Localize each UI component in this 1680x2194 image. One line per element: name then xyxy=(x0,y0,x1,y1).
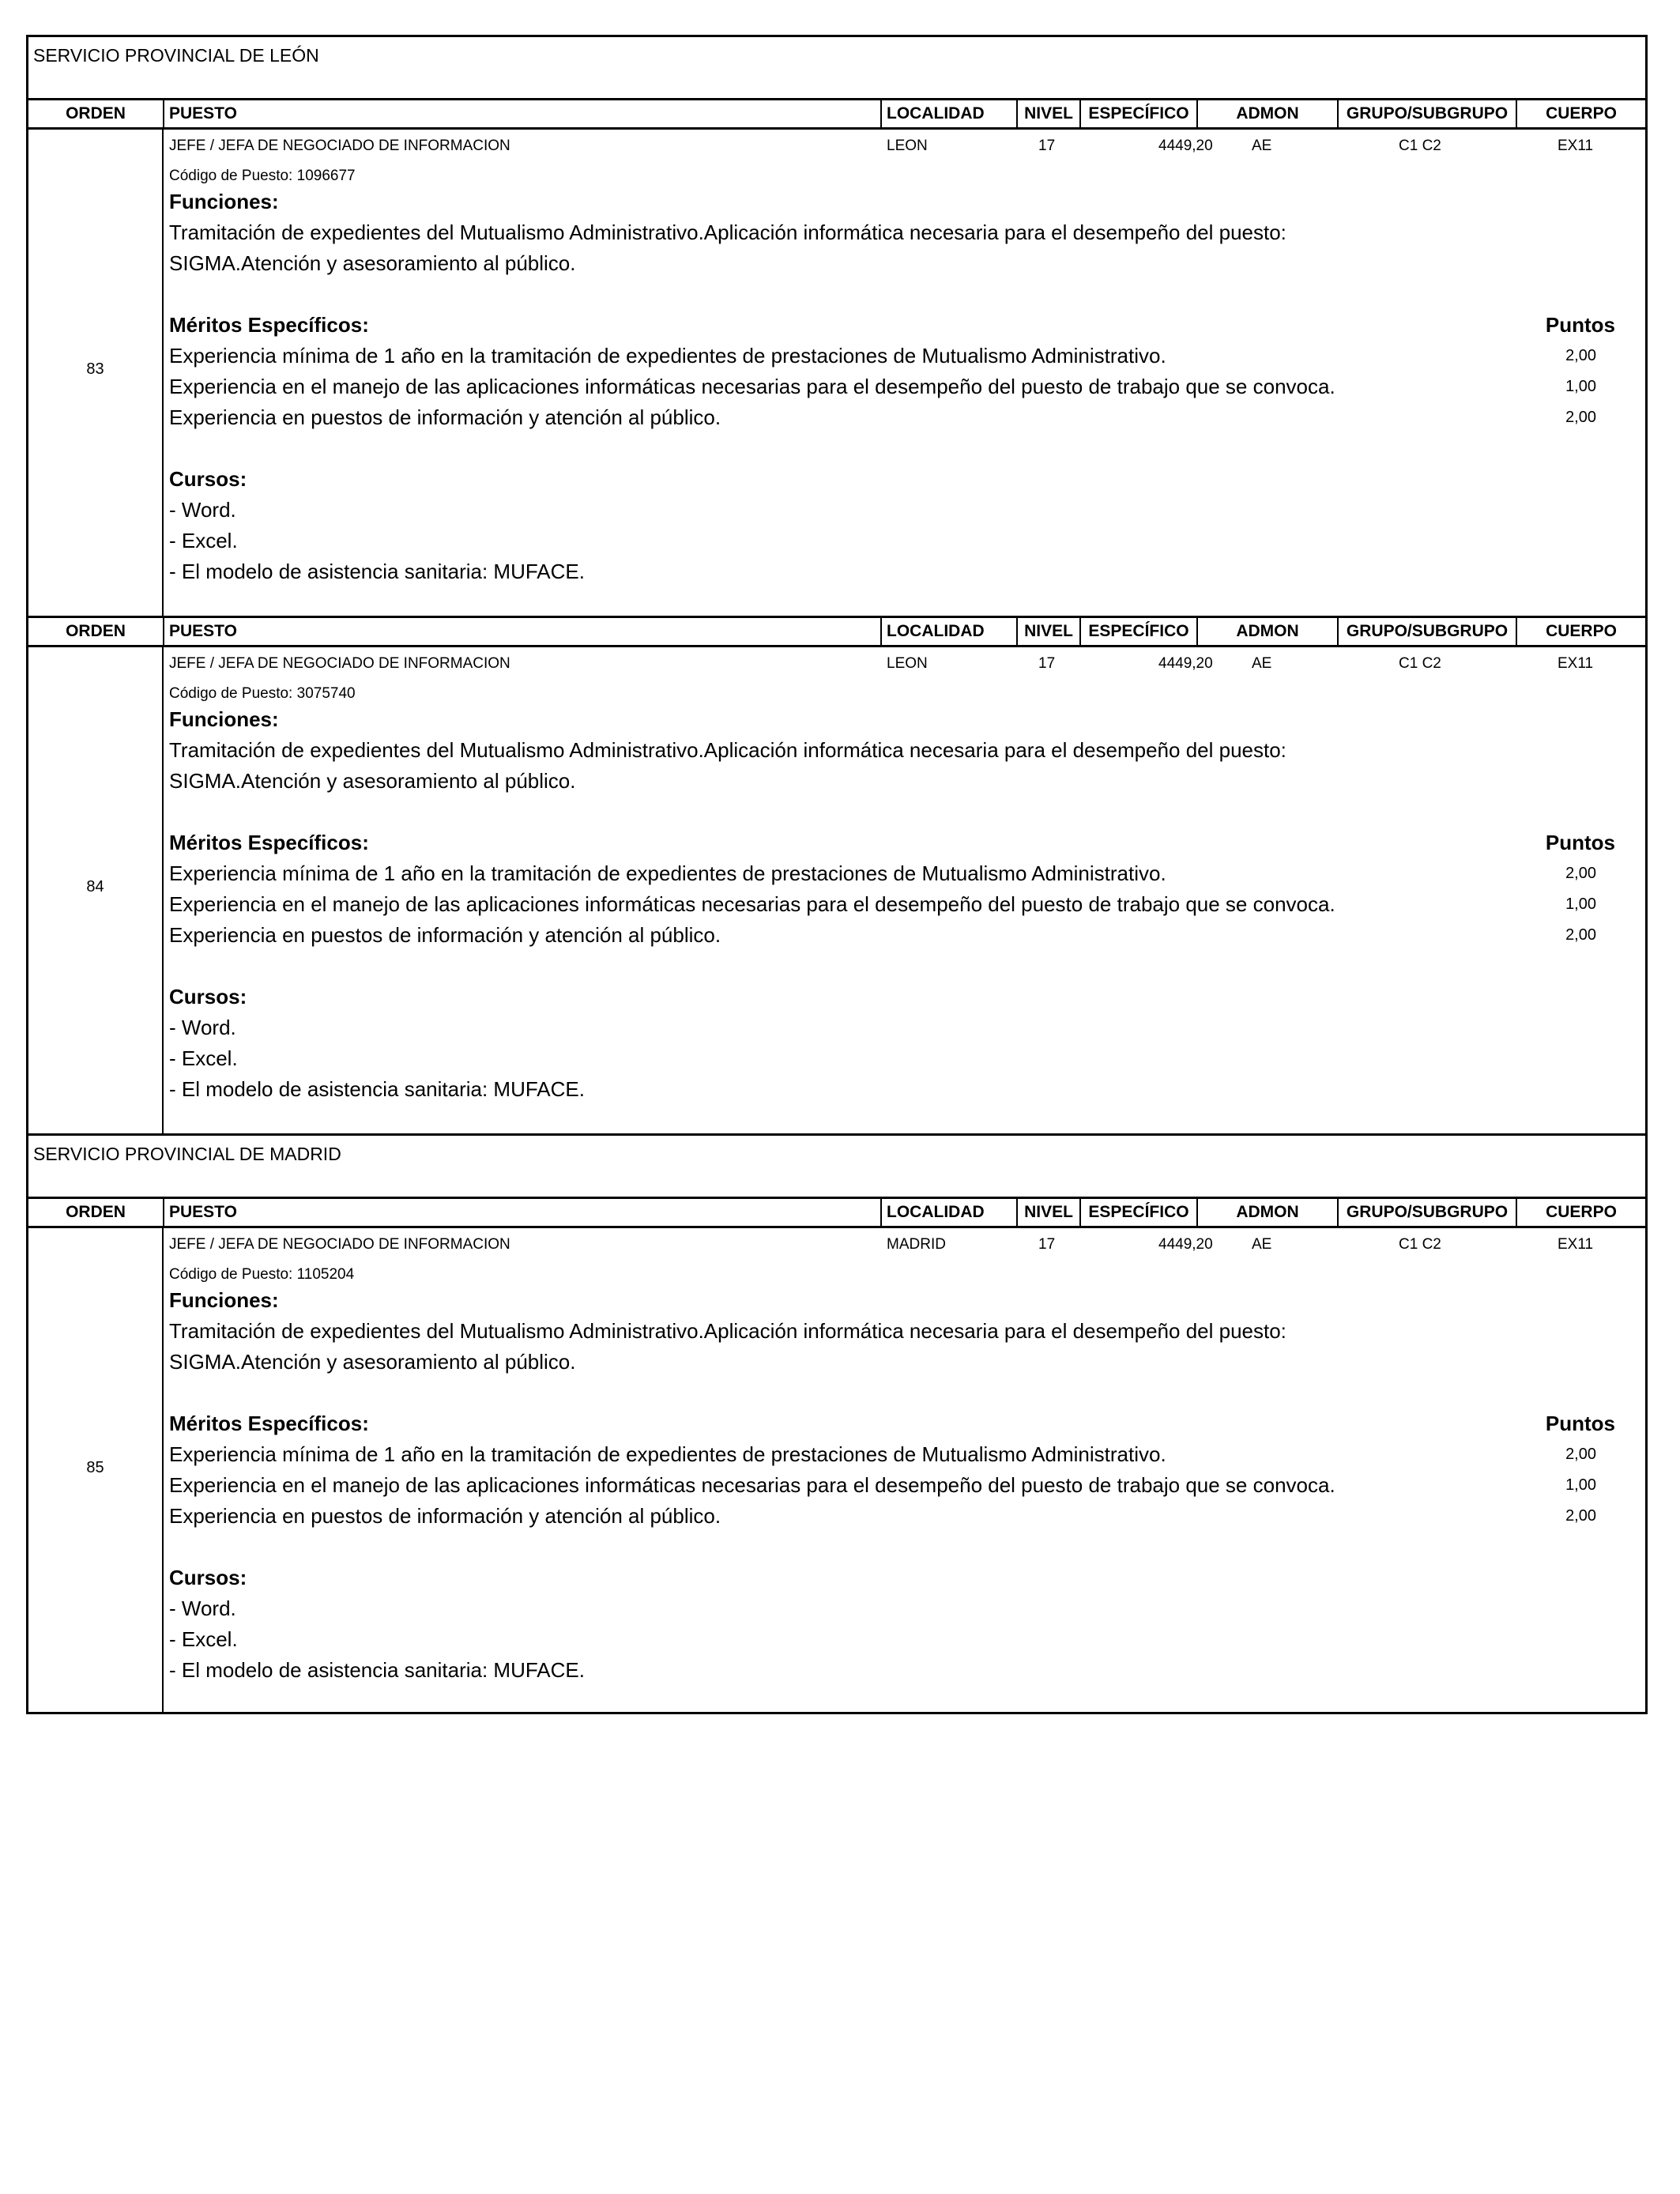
col-grupo: GRUPO/SUBGRUPO xyxy=(1339,100,1517,127)
grupo-value: C1 C2 xyxy=(1399,138,1441,154)
col-puesto: PUESTO xyxy=(164,100,882,127)
codigo-puesto xyxy=(169,168,356,185)
curso-line: - El modelo de asistencia sanitaria: MUFACE. xyxy=(169,1077,585,1101)
col-especifico: ESPECÍFICO xyxy=(1081,1199,1198,1226)
col-localidad: LOCALIDAD xyxy=(882,100,1018,127)
curso-line: - Excel. xyxy=(169,1046,238,1070)
codigo-puesto xyxy=(169,685,356,703)
nivel-value: 17 xyxy=(1038,655,1056,672)
localidad-value: LEON xyxy=(887,138,928,154)
funciones-line: SIGMA.Atención y asesoramiento al público. xyxy=(169,251,576,275)
admon-value: AE xyxy=(1252,655,1272,672)
puesto-name: JEFE / JEFA DE NEGOCIADO DE INFORMACION xyxy=(169,1236,510,1253)
meritos-heading: Méritos Específicos: xyxy=(169,831,369,854)
curso-line: - Word. xyxy=(169,1016,236,1039)
col-orden: ORDEN xyxy=(28,100,164,127)
col-orden: ORDEN xyxy=(28,1199,164,1226)
col-especifico: ESPECÍFICO xyxy=(1081,618,1198,645)
funciones-line: SIGMA.Atención y asesoramiento al público. xyxy=(169,769,576,793)
codigo-label: Código de Puesto: xyxy=(169,1266,293,1283)
col-grupo: GRUPO/SUBGRUPO xyxy=(1339,1199,1517,1226)
col-admon: ADMON xyxy=(1198,100,1339,127)
funciones-line: Tramitación de expedientes del Mutualismo Administrativo.Aplicación informática necesaria para el desempeño del puesto: xyxy=(169,221,1286,244)
job-entry xyxy=(26,130,1648,616)
cuerpo-value: EX11 xyxy=(1558,1236,1594,1253)
codigo-label: Código de Puesto: xyxy=(169,685,293,702)
col-cuerpo: CUERPO xyxy=(1546,104,1617,123)
meritos-heading: Méritos Específicos: xyxy=(169,313,369,337)
merito-line: Experiencia mínima de 1 año en la tramitación de expedientes de prestaciones de Mutualismo Administrativo. xyxy=(169,344,1166,368)
merito-puntos: 2,00 xyxy=(1565,1446,1596,1463)
service-header xyxy=(26,1133,1648,1197)
curso-line: - Excel. xyxy=(169,529,238,552)
column-divider xyxy=(162,647,164,1133)
merito-puntos: 2,00 xyxy=(1565,1507,1596,1525)
funciones-line: Tramitación de expedientes del Mutualismo Administrativo.Aplicación informática necesaria para el desempeño del puesto: xyxy=(169,738,1286,762)
col-nivel: NIVEL xyxy=(1018,618,1081,645)
grupo-value: C1 C2 xyxy=(1399,1236,1441,1253)
col-localidad: LOCALIDAD xyxy=(882,618,1018,645)
nivel-value: 17 xyxy=(1038,138,1056,154)
puntos-heading: Puntos xyxy=(1545,831,1615,854)
col-puesto: PUESTO xyxy=(164,618,882,645)
orden-number: 85 xyxy=(86,1459,104,1476)
merito-puntos: 2,00 xyxy=(1565,865,1596,882)
cursos-heading: Cursos: xyxy=(169,467,247,491)
job-entry xyxy=(26,1228,1648,1714)
codigo-value: 1105204 xyxy=(296,1266,355,1283)
codigo-value: 3075740 xyxy=(296,685,356,702)
admon-value: AE xyxy=(1252,1236,1272,1253)
column-header-row xyxy=(26,98,1648,130)
puesto-name: JEFE / JEFA DE NEGOCIADO DE INFORMACION xyxy=(169,138,510,154)
cursos-heading: Cursos: xyxy=(169,1566,247,1589)
especifico-value: 4449,20 xyxy=(1158,138,1213,154)
funciones-line: SIGMA.Atención y asesoramiento al público. xyxy=(169,1350,576,1374)
merito-line: Experiencia en el manejo de las aplicaciones informáticas necesarias para el desempeño del puesto de trabajo que se convoca. xyxy=(169,1473,1335,1497)
merito-puntos: 1,00 xyxy=(1565,1476,1596,1494)
puesto-name: JEFE / JEFA DE NEGOCIADO DE INFORMACION xyxy=(169,655,510,672)
service-title: SERVICIO PROVINCIAL DE MADRID xyxy=(33,1144,341,1164)
admon-value: AE xyxy=(1252,138,1272,154)
merito-line: Experiencia mínima de 1 año en la tramitación de expedientes de prestaciones de Mutualismo Administrativo. xyxy=(169,1442,1166,1466)
curso-line: - Excel. xyxy=(169,1627,238,1651)
merito-line: Experiencia en puestos de información y atención al público. xyxy=(169,1504,721,1528)
col-orden: ORDEN xyxy=(28,618,164,645)
column-header-row xyxy=(26,616,1648,647)
column-header-row xyxy=(26,1197,1648,1228)
col-puesto: PUESTO xyxy=(164,1199,882,1226)
merito-line: Experiencia en puestos de información y atención al público. xyxy=(169,923,721,947)
curso-line: - El modelo de asistencia sanitaria: MUFACE. xyxy=(169,1658,585,1682)
service-title: SERVICIO PROVINCIAL DE LEÓN xyxy=(33,45,319,66)
cursos-heading: Cursos: xyxy=(169,985,247,1008)
funciones-heading: Funciones: xyxy=(169,1288,279,1312)
puntos-heading: Puntos xyxy=(1545,313,1615,337)
codigo-puesto xyxy=(169,1266,354,1284)
merito-line: Experiencia en el manejo de las aplicaciones informáticas necesarias para el desempeño del puesto de trabajo que se convoca. xyxy=(169,375,1335,398)
column-divider xyxy=(162,130,164,616)
orden-number: 83 xyxy=(86,360,104,378)
merito-puntos: 2,00 xyxy=(1565,347,1596,364)
col-nivel: NIVEL xyxy=(1018,1199,1081,1226)
especifico-value: 4449,20 xyxy=(1158,1236,1213,1253)
meritos-heading: Méritos Específicos: xyxy=(169,1412,369,1435)
document-page xyxy=(26,35,1648,1714)
merito-puntos: 2,00 xyxy=(1565,926,1596,944)
funciones-heading: Funciones: xyxy=(169,707,279,731)
col-localidad: LOCALIDAD xyxy=(882,1199,1018,1226)
col-cuerpo: CUERPO xyxy=(1546,622,1617,640)
merito-line: Experiencia en puestos de información y atención al público. xyxy=(169,405,721,429)
cuerpo-value: EX11 xyxy=(1558,138,1594,154)
col-grupo: GRUPO/SUBGRUPO xyxy=(1339,618,1517,645)
col-cuerpo: CUERPO xyxy=(1546,1203,1617,1221)
merito-puntos: 1,00 xyxy=(1565,895,1596,913)
orden-number: 84 xyxy=(86,878,104,895)
curso-line: - Word. xyxy=(169,1596,236,1620)
merito-line: Experiencia en el manejo de las aplicaciones informáticas necesarias para el desempeño del puesto de trabajo que se convoca. xyxy=(169,892,1335,916)
service-header xyxy=(26,35,1648,98)
col-admon: ADMON xyxy=(1198,618,1339,645)
localidad-value: LEON xyxy=(887,655,928,672)
curso-line: - Word. xyxy=(169,498,236,522)
grupo-value: C1 C2 xyxy=(1399,655,1441,672)
localidad-value: MADRID xyxy=(887,1236,946,1253)
col-especifico: ESPECÍFICO xyxy=(1081,100,1198,127)
column-divider xyxy=(162,1228,164,1712)
puntos-heading: Puntos xyxy=(1545,1412,1615,1435)
merito-puntos: 2,00 xyxy=(1565,409,1596,426)
codigo-value: 1096677 xyxy=(296,168,356,184)
cuerpo-value: EX11 xyxy=(1558,655,1594,672)
funciones-line: Tramitación de expedientes del Mutualismo Administrativo.Aplicación informática necesaria para el desempeño del puesto: xyxy=(169,1319,1286,1343)
col-nivel: NIVEL xyxy=(1018,100,1081,127)
especifico-value: 4449,20 xyxy=(1158,655,1213,672)
col-admon: ADMON xyxy=(1198,1199,1339,1226)
nivel-value: 17 xyxy=(1038,1236,1056,1253)
funciones-heading: Funciones: xyxy=(169,190,279,213)
job-entry xyxy=(26,647,1648,1133)
codigo-label: Código de Puesto: xyxy=(169,168,293,184)
merito-line: Experiencia mínima de 1 año en la tramitación de expedientes de prestaciones de Mutualismo Administrativo. xyxy=(169,861,1166,885)
curso-line: - El modelo de asistencia sanitaria: MUFACE. xyxy=(169,560,585,583)
merito-puntos: 1,00 xyxy=(1565,378,1596,395)
